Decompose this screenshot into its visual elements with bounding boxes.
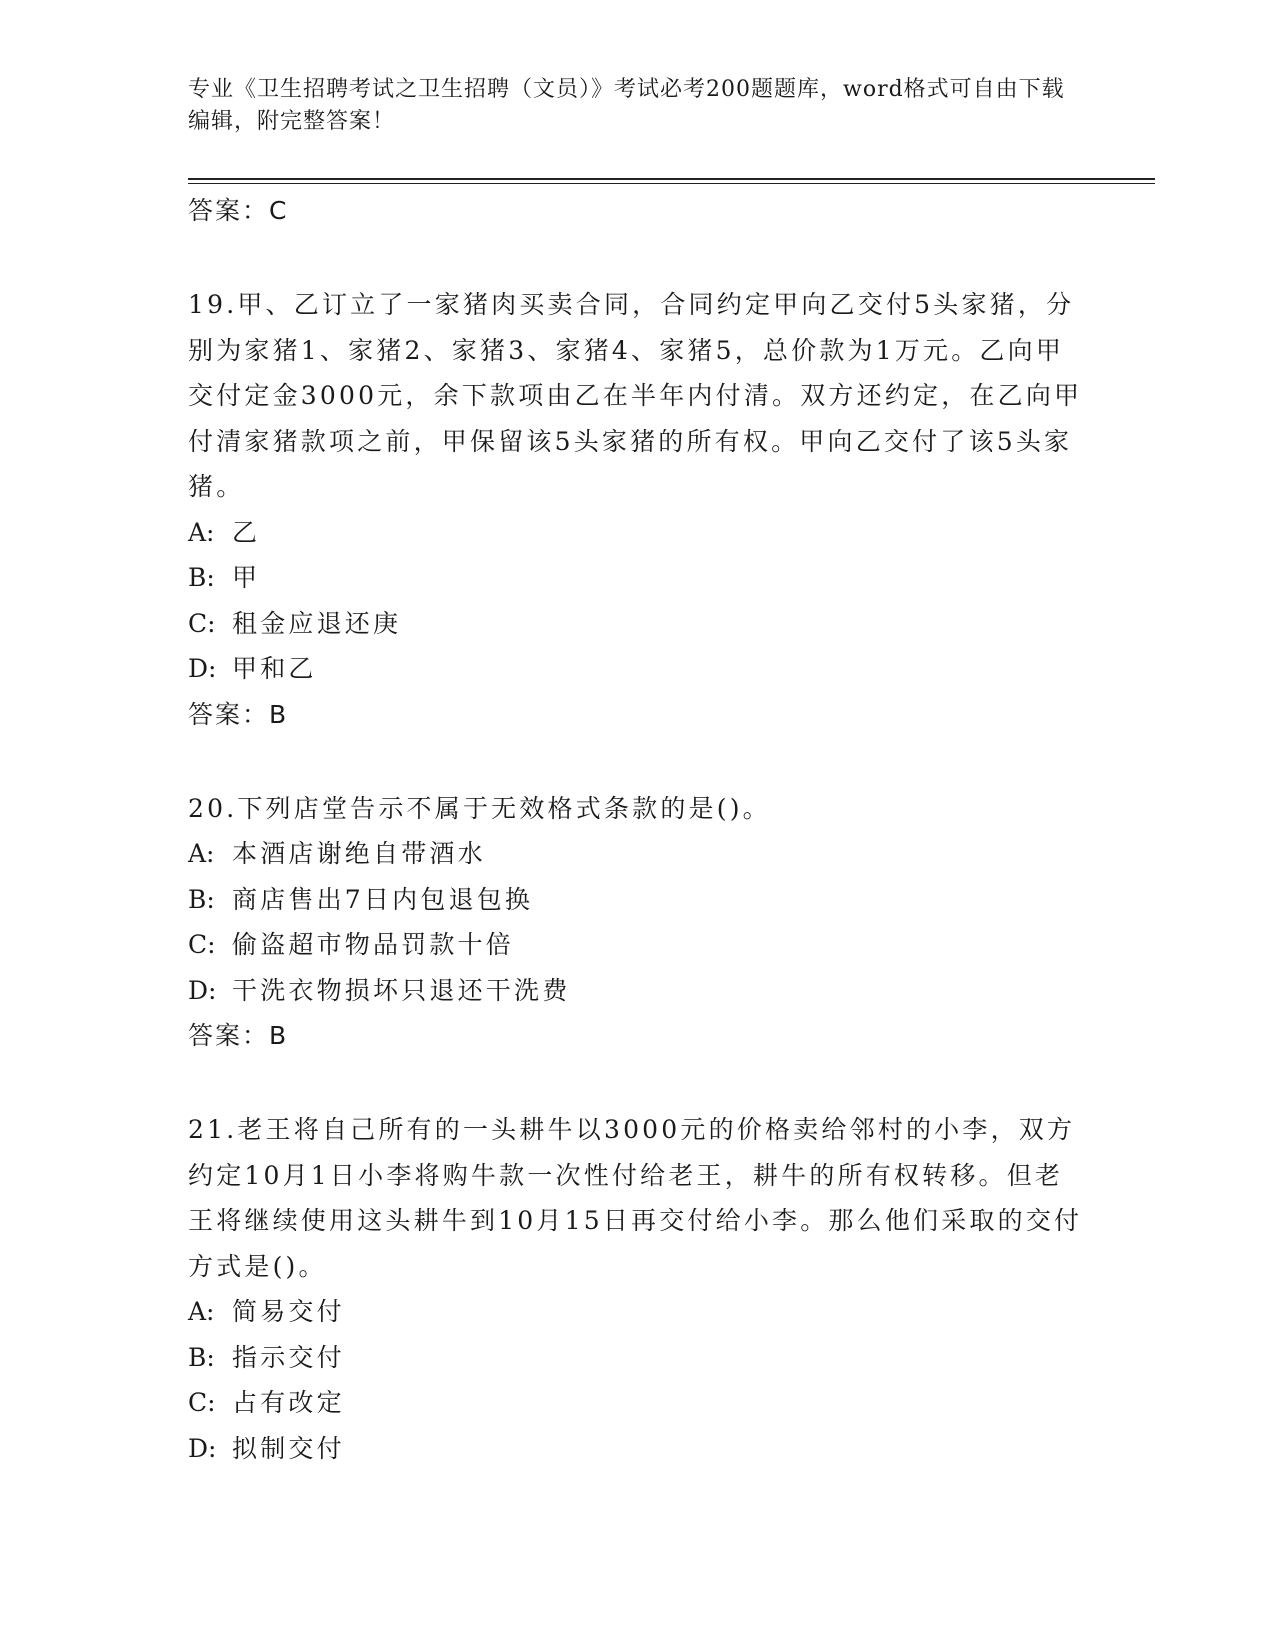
answer-line: 答案：C <box>188 196 289 225</box>
option-b <box>188 877 1088 923</box>
option-key: A: <box>188 839 215 868</box>
answer-line: 答案：B <box>188 699 289 729</box>
option-key: C: <box>188 1388 216 1417</box>
option-key: B: <box>188 884 215 914</box>
option-key: B: <box>188 563 215 592</box>
option-text: 干洗衣物损坏只退还干洗费 <box>232 975 571 1005</box>
option-text: 偷盗超市物品罚款十倍 <box>232 930 515 959</box>
question-block <box>188 282 1088 738</box>
question-stem: 19.甲、乙订立了一家猪肉买卖合同，合同约定甲向乙交付5头家猪，分别为家猪1、家猪2、家猪3、家猪4、家猪5，总价款为1万元。乙向甲交付定金3000元，余下款项由乙在半年内付清。双方还约定，在乙向甲付清家猪款项之前，甲保留该5头家猪的所有权。甲向乙交付了该5头家猪。 <box>188 290 1083 501</box>
header-rule-thick <box>188 178 1155 180</box>
page-header: 专业《卫生招聘考试之卫生招聘（文员）》考试必考200题题库，word格式可自由下载编辑，附完整答案！ <box>188 77 1065 134</box>
option-key: A: <box>188 517 215 547</box>
option-b <box>188 555 1088 601</box>
question-block <box>188 1107 1088 1471</box>
option-text: 占有改定 <box>232 1388 345 1417</box>
option-key: D: <box>188 1433 217 1463</box>
option-a <box>188 1289 1088 1335</box>
option-b <box>188 1335 1088 1381</box>
option-key: D: <box>188 975 217 1005</box>
option-text: 简易交付 <box>232 1297 345 1326</box>
option-key: B: <box>188 1342 215 1372</box>
option-c <box>188 922 1088 968</box>
option-key: A: <box>188 1297 215 1326</box>
option-d <box>188 1426 1088 1472</box>
document-body <box>188 188 1088 1471</box>
option-text: 本酒店谢绝自带酒水 <box>232 839 486 868</box>
option-d <box>188 646 1088 692</box>
option-a <box>188 831 1088 877</box>
option-a <box>188 510 1088 556</box>
option-text: 乙 <box>232 517 261 547</box>
question-stem: 21.老王将自己所有的一头耕牛以3000元的价格卖给邻村的小李，双方约定10月1日小李将购牛款一次性付给老王，耕牛的所有权转移。但老王将继续使用这头耕牛到10月15日再交付给小李。那么他们采取的交付方式是()。 <box>188 1115 1083 1281</box>
option-text: 甲和乙 <box>232 654 317 683</box>
option-text: 租金应退还庚 <box>232 608 402 638</box>
option-text: 拟制交付 <box>232 1433 345 1463</box>
option-c <box>188 601 1088 647</box>
option-text: 指示交付 <box>232 1342 345 1372</box>
question-block <box>188 786 1088 1060</box>
answer-line: 答案：B <box>188 1021 289 1050</box>
option-key: C: <box>188 930 216 959</box>
option-text: 甲 <box>232 563 261 592</box>
question-stem: 20.下列店堂告示不属于无效格式条款的是()。 <box>188 793 771 823</box>
option-key: C: <box>188 608 216 638</box>
option-key: D: <box>188 654 217 683</box>
option-d <box>188 968 1088 1014</box>
option-text: 商店售出7日内包退包换 <box>232 884 534 914</box>
option-c <box>188 1380 1088 1426</box>
header-rule-thin <box>188 183 1155 184</box>
